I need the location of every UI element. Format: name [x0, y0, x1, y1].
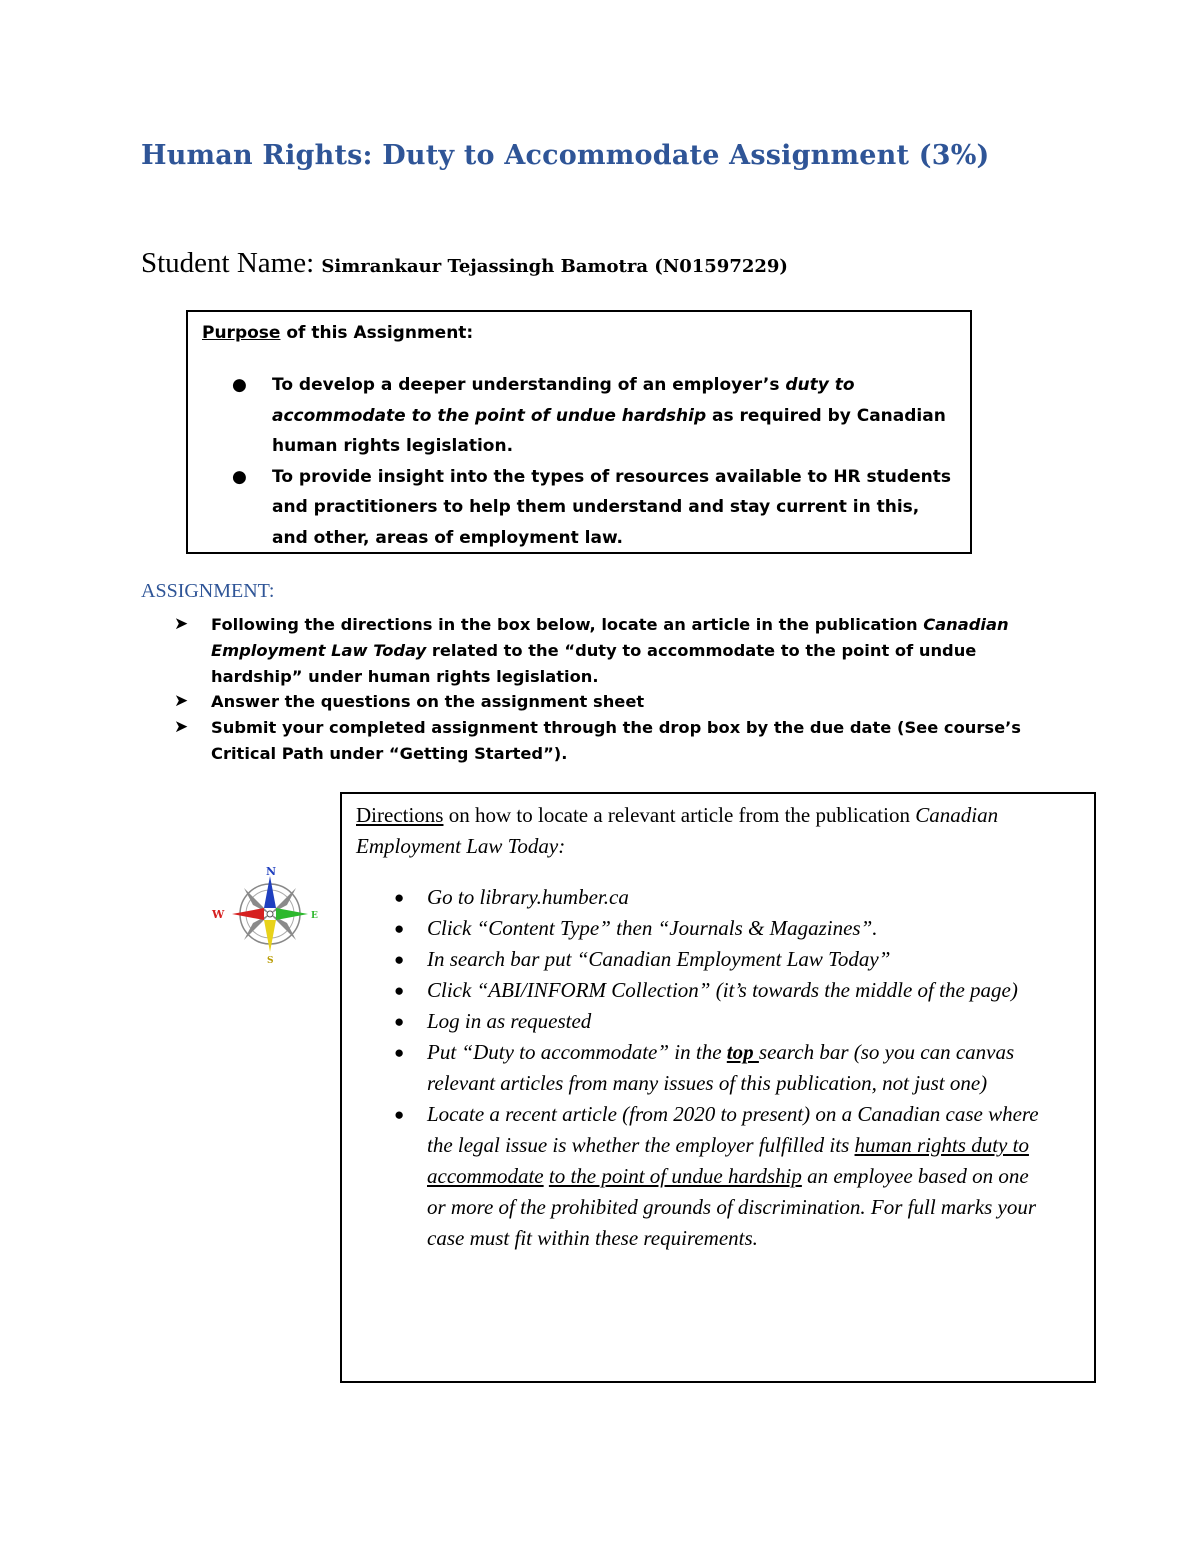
- bullet-icon: ●: [394, 1012, 405, 1031]
- bullet-icon: ●: [394, 950, 405, 969]
- assignment-item: ➤ Answer the questions on the assignment sheet: [170, 689, 1070, 715]
- bullet-icon: ●: [394, 1043, 405, 1062]
- purpose-list: [232, 370, 952, 553]
- bullet-icon: ●: [232, 375, 247, 395]
- purpose-heading: Purpose of this Assignment:: [202, 323, 474, 343]
- purpose-box: [186, 310, 972, 554]
- directions-box: [340, 792, 1096, 1383]
- direction-item: ● Click “ABI/INFORM Collection” (it’s towards the middle of the page): [394, 975, 1044, 1006]
- bullet-icon: ●: [394, 919, 405, 938]
- direction-item: ● Log in as requested: [394, 1006, 1044, 1037]
- purpose-item: ● To develop a deeper understanding of an employer’s duty to accommodate to the point of undue hardship as required by Canadian human rights legislation.: [232, 370, 952, 462]
- directions-list: [394, 882, 1044, 1254]
- assignment-heading: ASSIGNMENT:: [141, 580, 275, 602]
- compass-icon: [210, 862, 322, 966]
- student-name-value: Simrankaur Tejassingh Bamotra (N01597229): [321, 256, 788, 277]
- student-name-label: Student Name:: [141, 247, 315, 279]
- bullet-icon: ●: [232, 466, 247, 487]
- direction-item: ● Put “Duty to accommodate” in the top search bar (so you can canvas relevant articles from many issues of this publication, not just one): [394, 1037, 1044, 1099]
- direction-item: ● Locate a recent article (from 2020 to present) on a Canadian case where the legal issue is whether the employer fulfilled its human rights duty to accommodate to the point of undue hardship an employee based on one or more of the prohibited grounds of discrimination. For full marks your case must fit within these requirements.: [394, 1099, 1044, 1254]
- assignment-item: ➤ Following the directions in the box below, locate an article in the publication Canadian Employment Law Today related to the “duty to accommodate to the point of undue hardship” under human rights legislation.: [174, 614, 1009, 686]
- compass-south-label: S: [267, 956, 274, 966]
- compass-west-label: W: [212, 908, 225, 921]
- direction-item: ● In search bar put “Canadian Employment Law Today”: [394, 944, 1044, 975]
- direction-item: ● Click “Content Type” then “Journals & Magazines”.: [394, 913, 1044, 944]
- arrow-bullet-icon: ➤: [174, 717, 189, 738]
- assignment-item: ➤ Submit your completed assignment through the drop box by the due date (See course’s Critical Path under “Getting Started”).: [174, 717, 1022, 763]
- student-name-line: [141, 247, 788, 280]
- bullet-icon: ●: [394, 981, 405, 1000]
- purpose-item: ● To provide insight into the types of resources available to HR students and practitioners to help them understand and stay current in this, and other, areas of employment law.: [232, 462, 952, 554]
- directions-heading: Directions on how to locate a relevant article from the publication Canadian Employment Law Today:: [356, 803, 999, 858]
- arrow-bullet-icon: ➤: [174, 691, 189, 712]
- compass-north-label: N: [266, 865, 277, 878]
- bullet-icon: ●: [394, 1105, 405, 1124]
- bullet-icon: ●: [394, 888, 405, 907]
- compass-east-label: E: [311, 911, 318, 921]
- direction-item: ● Go to library.humber.ca: [394, 882, 1044, 913]
- assignment-list: [170, 612, 1070, 767]
- arrow-bullet-icon: ➤: [174, 614, 189, 634]
- page-title: Human Rights: Duty to Accommodate Assignment (3%): [141, 140, 990, 171]
